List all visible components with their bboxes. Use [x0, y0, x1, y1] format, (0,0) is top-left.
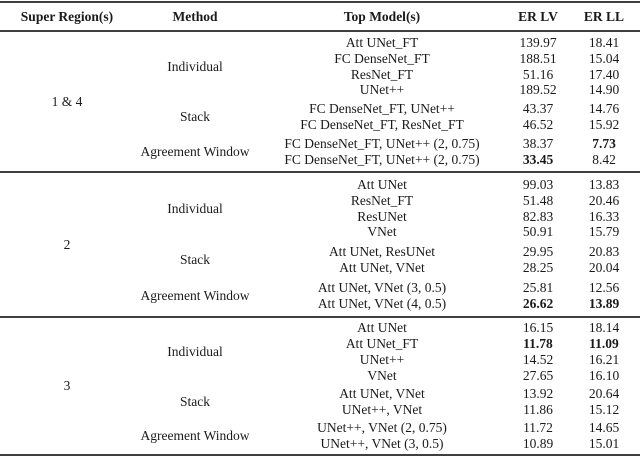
table-row	[256, 51, 640, 67]
er-ll-value: 15.04	[588, 50, 620, 66]
er-ll-value: 17.40	[588, 66, 620, 82]
table-row	[256, 209, 640, 225]
model-name: Att UNet	[357, 320, 407, 336]
er-lv-value: 38.37	[522, 136, 554, 152]
region-label: 1 & 4	[51, 93, 83, 109]
er-lv-value: 50.91	[522, 224, 554, 240]
er-lv-value: 29.95	[522, 244, 554, 260]
model-name: Att UNet, VNet (4, 0.5)	[317, 295, 447, 311]
er-ll-value: 7.73	[592, 136, 616, 152]
table-row	[256, 280, 640, 296]
model-name: UNet++	[359, 351, 405, 367]
col-header-er-ll: ER LL	[583, 8, 625, 24]
er-lv-value: 28.25	[522, 260, 554, 276]
model-name: Att UNet_FT	[345, 35, 419, 51]
table-row	[256, 368, 640, 384]
col-header-method: Method	[172, 8, 218, 24]
method-label: Agreement Window	[140, 427, 250, 443]
er-lv-value: 139.97	[519, 35, 557, 51]
model-name: ResUNet	[357, 208, 407, 224]
model-name: FC DenseNet_FT, ResNet_FT	[300, 117, 464, 133]
table-row	[256, 67, 640, 83]
method-group-agreement-window	[134, 420, 640, 451]
region-label: 2	[63, 236, 71, 252]
er-lv-value: 51.16	[522, 66, 554, 82]
method-label: Stack	[180, 109, 210, 125]
model-name: VNet	[367, 224, 397, 240]
method-label: Agreement Window	[140, 287, 250, 303]
er-lv-value: 51.48	[522, 192, 554, 208]
table-row	[256, 402, 640, 418]
method-group-stack	[134, 245, 640, 276]
table-row	[256, 136, 640, 152]
method-group-individual	[134, 35, 640, 98]
er-ll-value: 14.76	[588, 101, 620, 117]
table-row	[256, 420, 640, 436]
er-ll-value: 20.46	[588, 192, 620, 208]
table-row	[256, 117, 640, 133]
er-ll-value: 15.12	[588, 401, 620, 417]
er-ll-value: 15.92	[588, 117, 620, 133]
col-header-super-region: Super Region(s)	[20, 8, 114, 24]
er-ll-value: 20.83	[588, 244, 620, 260]
table-row	[256, 386, 640, 402]
model-name: FC DenseNet_FT, UNet++	[309, 101, 455, 117]
col-header-er-lv: ER LV	[518, 8, 558, 24]
model-name: Att UNet_FT	[345, 336, 419, 352]
model-name: ResNet_FT	[350, 192, 414, 208]
model-name: UNet++, VNet (2, 0.75)	[317, 419, 447, 435]
method-label: Individual	[167, 344, 223, 359]
method-label: Individual	[167, 200, 223, 216]
table-row	[256, 336, 640, 352]
table-row	[256, 224, 640, 240]
er-ll-value: 13.89	[588, 295, 620, 311]
table-header-row	[0, 1, 640, 32]
er-ll-value: 14.65	[588, 419, 620, 435]
er-lv-value: 188.51	[519, 50, 557, 66]
model-name: UNet++	[359, 82, 405, 98]
er-ll-value: 15.01	[588, 435, 620, 451]
er-ll-value: 20.64	[588, 385, 620, 401]
table-row	[256, 193, 640, 209]
model-name: Att UNet, ResUNet	[328, 244, 436, 260]
er-ll-value: 18.41	[588, 35, 620, 51]
table-row	[256, 152, 640, 168]
er-lv-value: 99.03	[522, 177, 554, 193]
model-name: VNet	[367, 367, 397, 383]
er-lv-value: 11.78	[523, 336, 553, 352]
er-ll-value: 15.79	[588, 224, 620, 240]
table-row	[256, 245, 640, 261]
region-block-1-4	[0, 32, 640, 173]
er-ll-value: 8.42	[592, 151, 616, 167]
model-name: Att UNet	[357, 177, 407, 193]
model-name: UNet++, VNet	[341, 401, 423, 417]
table-row	[256, 260, 640, 276]
er-lv-value: 82.83	[522, 208, 554, 224]
method-label: Agreement Window	[140, 143, 250, 159]
method-group-agreement-window	[134, 280, 640, 311]
region-block-3	[0, 318, 640, 456]
er-ll-value: 16.21	[588, 351, 620, 367]
er-lv-value: 14.52	[522, 351, 554, 367]
er-ll-value: 16.10	[588, 367, 620, 383]
table-row	[256, 177, 640, 193]
er-lv-value: 11.72	[523, 419, 553, 435]
results-table	[0, 1, 640, 456]
er-ll-value: 13.83	[588, 177, 620, 193]
er-lv-value: 46.52	[522, 117, 554, 133]
table-row	[256, 102, 640, 118]
method-label: Stack	[180, 393, 210, 409]
method-group-individual	[134, 321, 640, 384]
table-row	[256, 296, 640, 312]
model-name: ResNet_FT	[350, 66, 414, 82]
method-group-agreement-window	[134, 136, 640, 167]
model-name: Att UNet, VNet	[339, 260, 425, 276]
model-name: Att UNet, VNet (3, 0.5)	[317, 280, 447, 296]
table-row	[256, 35, 640, 51]
er-lv-value: 27.65	[522, 367, 554, 383]
er-lv-value: 10.89	[522, 435, 554, 451]
er-lv-value: 26.62	[522, 295, 554, 311]
model-name: FC DenseNet_FT, UNet++ (2, 0.75)	[284, 151, 480, 167]
model-name: Att UNet, VNet	[339, 385, 425, 401]
model-name: UNet++, VNet (3, 0.5)	[320, 435, 444, 451]
er-lv-value: 25.81	[522, 280, 554, 296]
table-row	[256, 321, 640, 337]
er-ll-value: 16.33	[588, 208, 620, 224]
table-row	[256, 436, 640, 452]
table-row	[256, 352, 640, 368]
er-ll-value: 12.56	[588, 280, 620, 296]
region-block-2	[0, 173, 640, 318]
method-group-stack	[134, 102, 640, 133]
method-group-individual	[134, 177, 640, 240]
region-label: 3	[63, 378, 71, 393]
er-lv-value: 33.45	[522, 151, 554, 167]
model-name: FC DenseNet_FT	[334, 50, 430, 66]
er-lv-value: 16.15	[522, 320, 554, 336]
er-ll-value: 11.09	[589, 336, 619, 352]
er-lv-value: 11.86	[523, 401, 553, 417]
er-lv-value: 43.37	[522, 101, 554, 117]
er-lv-value: 13.92	[522, 385, 554, 401]
model-name: FC DenseNet_FT, UNet++ (2, 0.75)	[284, 136, 480, 152]
method-label: Individual	[167, 58, 223, 74]
er-ll-value: 14.90	[588, 82, 620, 98]
col-header-top-models: Top Model(s)	[343, 8, 421, 24]
er-ll-value: 20.04	[588, 260, 620, 276]
method-group-stack	[134, 386, 640, 417]
er-lv-value: 189.52	[519, 82, 557, 98]
table-row	[256, 82, 640, 98]
method-label: Stack	[180, 252, 210, 268]
er-ll-value: 18.14	[588, 320, 620, 336]
